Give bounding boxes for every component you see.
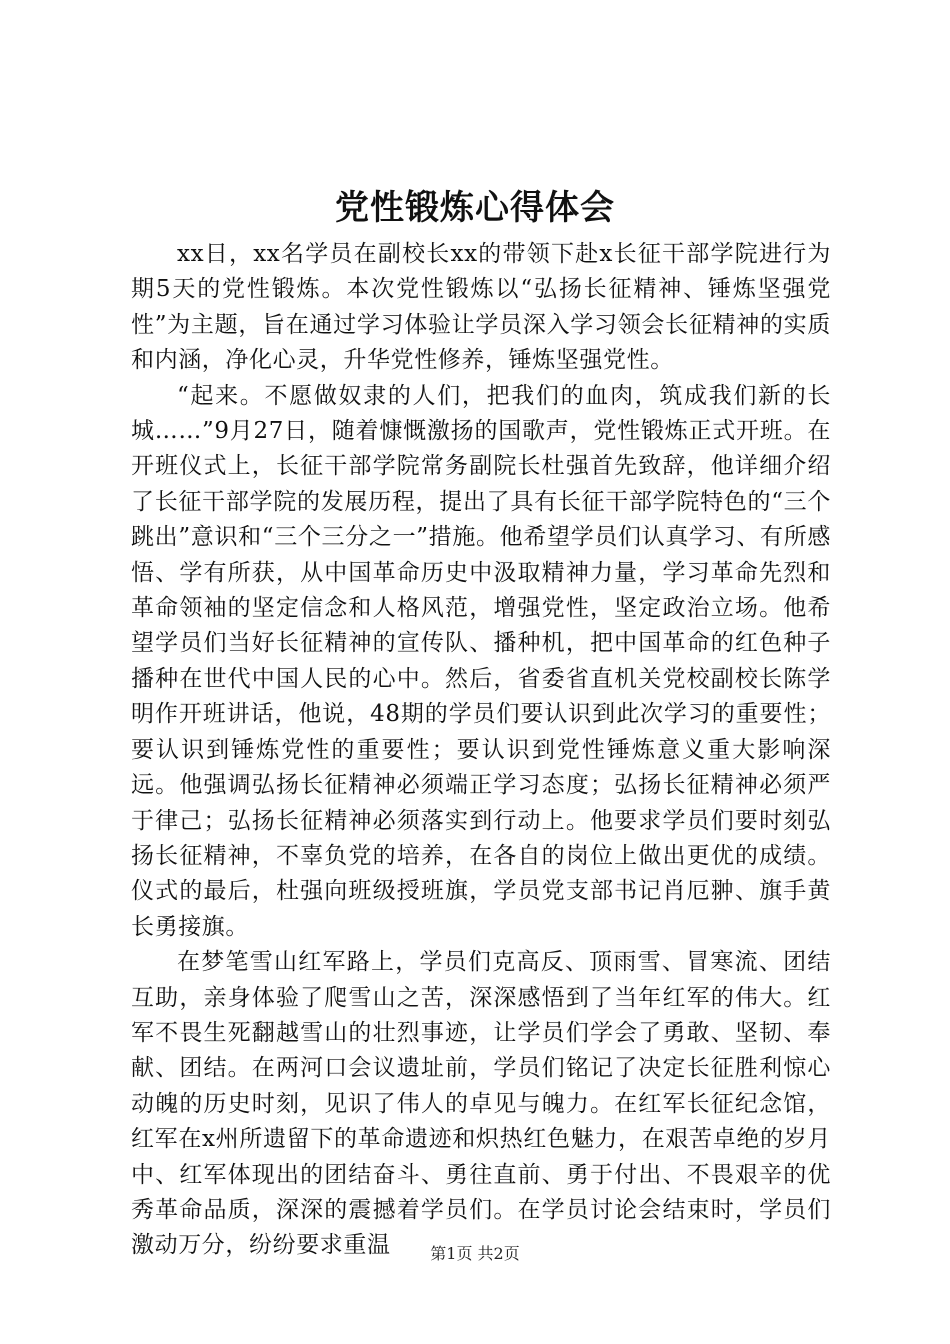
paragraph-1: xx日，xx名学员在副校长xx的带领下赴x长征干部学院进行为期5天的党性锻炼。本次党性锻炼以“弘扬长征精神、锤炼坚强党性”为主题，旨在通过学习体验让学员深入学习领会长征精神的实质和内涵，净化心灵，升华党性修养，锤炼坚强党性。 (131, 241, 831, 374)
paragraph-2: “起来。不愿做奴隶的人们，把我们的血肉，筑成我们新的长城……”9月27日，随着慷慨激扬的国歌声，党性锻炼正式开班。在开班仪式上，长征干部学院常务副院长杜强首先致辞，他详细介绍了长征干部学院的发展历程，提出了具有长征干部学院特色的“三个跳出”意识和“三个三分之一”措施。他希望学员们认真学习、有所感悟、学有所获，从中国革命历史中汲取精神力量，学习革命先烈和革命领袖的坚定信念和人格风范，增强党性，坚定政治立场。他希望学员们当好长征精神的宣传队、播种机，把中国革命的红色种子播种在世代中国人民的心中。然后，省委省直机关党校副校长陈学明作开班讲话，他说，48期的学员们要认识到此次学习的重要性；要认识到锤炼党性的重要性；要认识到党性锤炼意义重大影响深远。他强调弘扬长征精神必须端正学习态度；弘扬长征精神必须严于律己；弘扬长征精神必须落实到行动上。他要求学员们要时刻弘扬长征精神，不辜负党的培养，在各自的岗位上做出更优的成绩。仪式的最后，杜强向班级授班旗，学员党支部书记肖厄翀、旗手黄长勇接旗。 (131, 382, 831, 940)
page-number-footer: 第1页 共2页 (430, 1244, 520, 1263)
document-title: 党性锻炼心得体会 (335, 188, 615, 228)
document-body (131, 237, 831, 1264)
paragraph-3: 在梦笔雪山红军路上，学员们克高反、顶雨雪、冒寒流、团结互助，亲身体验了爬雪山之苦，深深感悟到了当年红军的伟大。红军不畏生死翻越雪山的壮烈事迹，让学员们学会了勇敢、坚韧、奉献、团结。在两河口会议遗址前，学员们铭记了决定长征胜利惊心动魄的历史时刻，见识了伟人的卓见与魄力。在红军长征纪念馆，红军在x州所遗留下的革命遗迹和炽热红色魅力，在艰苦卓绝的岁月中、红军体现出的团结奋斗、勇往直前、勇于付出、不畏艰辛的优秀革命品质，深深的震撼着学员们。在学员讨论会结束时，学员们激动万分，纷纷要求重温 (131, 949, 831, 1259)
